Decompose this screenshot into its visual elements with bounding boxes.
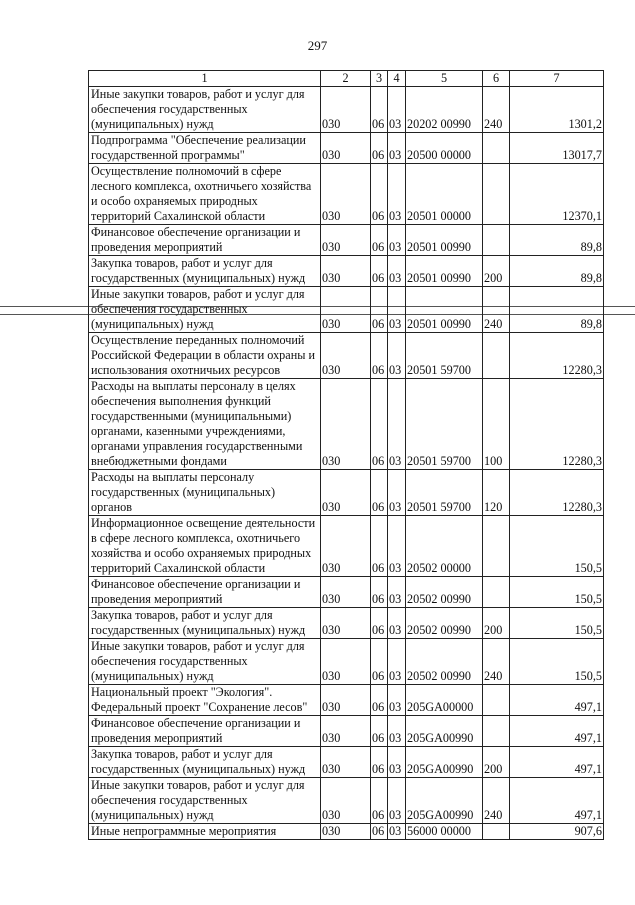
sum-cell: 497,1 [510,716,604,747]
section-code-cell: 06 [371,287,388,333]
subsection-code-cell: 03 [388,164,406,225]
subsection-code-cell: 03 [388,608,406,639]
table-row [89,379,604,470]
section-code-cell: 06 [371,333,388,379]
target-code-cell: 205GA00990 [406,778,483,824]
subsection-code-cell: 03 [388,577,406,608]
ministry-code-cell: 030 [321,577,371,608]
expense-type-cell [483,716,510,747]
target-code-cell: 20502 00990 [406,577,483,608]
section-code-cell: 06 [371,577,388,608]
table-row [89,133,604,164]
target-code-cell: 20501 59700 [406,379,483,470]
table-row [89,287,604,333]
expense-type-cell: 240 [483,639,510,685]
expense-name-cell: Информационное освещение деятельности в сфере лесного комплекса, охотничьего хозяйства и особо охраняемых природных территорий Сахалинской области [89,516,321,577]
target-code-cell: 20500 00000 [406,133,483,164]
expense-type-cell [483,333,510,379]
sum-cell: 497,1 [510,685,604,716]
subsection-code-cell: 03 [388,333,406,379]
ministry-code-cell: 030 [321,164,371,225]
subsection-code-cell: 03 [388,225,406,256]
target-code-cell: 205GA00990 [406,747,483,778]
expense-type-cell: 240 [483,778,510,824]
sum-cell: 150,5 [510,608,604,639]
table-row [89,577,604,608]
target-code-cell: 20501 59700 [406,333,483,379]
sum-cell: 497,1 [510,778,604,824]
subsection-code-cell: 03 [388,639,406,685]
section-code-cell: 06 [371,164,388,225]
expense-type-cell: 100 [483,379,510,470]
table-row [89,225,604,256]
ministry-code-cell: 030 [321,747,371,778]
section-code-cell: 06 [371,516,388,577]
target-code-cell: 20502 00990 [406,639,483,685]
table-row [89,608,604,639]
expense-name-cell: Расходы на выплаты персоналу в целях обеспечения выполнения функций государственными (муниципальными) органами, казенными учреждениями, органами управления государственными внебюджетными фондами [89,379,321,470]
section-code-cell: 06 [371,133,388,164]
sum-cell: 150,5 [510,639,604,685]
section-code-cell: 06 [371,608,388,639]
sum-cell: 89,8 [510,256,604,287]
subsection-code-cell: 03 [388,716,406,747]
expense-name-cell: Финансовое обеспечение организации и проведения мероприятий [89,577,321,608]
sum-cell: 13017,7 [510,133,604,164]
target-code-cell: 20501 00990 [406,225,483,256]
section-code-cell: 06 [371,225,388,256]
section-code-cell: 06 [371,379,388,470]
header-row [89,71,604,87]
subsection-code-cell: 03 [388,133,406,164]
ministry-code-cell: 030 [321,516,371,577]
subsection-code-cell: 03 [388,778,406,824]
column-header: 1 [89,71,321,87]
target-code-cell: 20502 00990 [406,608,483,639]
sum-cell: 907,6 [510,824,604,840]
expense-name-cell: Закупка товаров, работ и услуг для государственных (муниципальных) нужд [89,747,321,778]
sum-cell: 12280,3 [510,333,604,379]
subsection-code-cell: 03 [388,685,406,716]
expense-type-cell: 240 [483,287,510,333]
ministry-code-cell: 030 [321,333,371,379]
section-code-cell: 06 [371,716,388,747]
section-code-cell: 06 [371,256,388,287]
expense-name-cell: Подпрограмма "Обеспечение реализации государственной программы" [89,133,321,164]
section-code-cell: 06 [371,470,388,516]
sum-cell: 150,5 [510,516,604,577]
column-header: 7 [510,71,604,87]
subsection-code-cell: 03 [388,256,406,287]
expense-type-cell [483,225,510,256]
table-row [89,747,604,778]
table-row [89,333,604,379]
table-row [89,87,604,133]
table-row [89,516,604,577]
sum-cell: 497,1 [510,747,604,778]
expense-type-cell: 240 [483,87,510,133]
table-row [89,256,604,287]
expense-name-cell: Расходы на выплаты персоналу государственных (муниципальных) органов [89,470,321,516]
section-code-cell: 06 [371,824,388,840]
table-row [89,685,604,716]
expense-name-cell: Иные непрограммные мероприятия [89,824,321,840]
target-code-cell: 20501 00000 [406,164,483,225]
expense-name-cell: Иные закупки товаров, работ и услуг для обеспечения государственных (муниципальных) нужд [89,778,321,824]
section-code-cell: 06 [371,778,388,824]
target-code-cell: 205GA00990 [406,716,483,747]
ministry-code-cell: 030 [321,225,371,256]
expense-type-cell: 120 [483,470,510,516]
ministry-code-cell: 030 [321,778,371,824]
ministry-code-cell: 030 [321,379,371,470]
ministry-code-cell: 030 [321,639,371,685]
table-row [89,778,604,824]
expense-name-cell: Закупка товаров, работ и услуг для государственных (муниципальных) нужд [89,608,321,639]
column-header: 5 [406,71,483,87]
sum-cell: 12280,3 [510,470,604,516]
expense-name-cell: Иные закупки товаров, работ и услуг для обеспечения государственных (муниципальных) нужд [89,287,321,333]
target-code-cell: 56000 00000 [406,824,483,840]
ministry-code-cell: 030 [321,256,371,287]
expense-type-cell [483,577,510,608]
sum-cell: 12280,3 [510,379,604,470]
section-code-cell: 06 [371,87,388,133]
target-code-cell: 20501 59700 [406,470,483,516]
expense-name-cell: Иные закупки товаров, работ и услуг для обеспечения государственных (муниципальных) нужд [89,87,321,133]
expense-type-cell [483,516,510,577]
subsection-code-cell: 03 [388,87,406,133]
expense-name-cell: Закупка товаров, работ и услуг для государственных (муниципальных) нужд [89,256,321,287]
expense-type-cell: 200 [483,747,510,778]
expense-name-cell: Финансовое обеспечение организации и проведения мероприятий [89,225,321,256]
sum-cell: 12370,1 [510,164,604,225]
section-code-cell: 06 [371,685,388,716]
page-number: 297 [307,38,328,53]
expense-name-cell: Осуществление переданных полномочий Российской Федерации в области охраны и использования охотничьих ресурсов [89,333,321,379]
expense-name-cell: Осуществление полномочий в сфере лесного комплекса, охотничьего хозяйства и особо охраняемых природных территорий Сахалинской области [89,164,321,225]
expense-name-cell: Иные закупки товаров, работ и услуг для обеспечения государственных (муниципальных) нужд [89,639,321,685]
column-header: 2 [321,71,371,87]
subsection-code-cell: 03 [388,747,406,778]
column-header: 6 [483,71,510,87]
section-code-cell: 06 [371,639,388,685]
ministry-code-cell: 030 [321,716,371,747]
expense-type-cell [483,824,510,840]
subsection-code-cell: 03 [388,470,406,516]
target-code-cell: 20501 00990 [406,256,483,287]
table-row [89,639,604,685]
target-code-cell: 20501 00990 [406,287,483,333]
ministry-code-cell: 030 [321,87,371,133]
subsection-code-cell: 03 [388,516,406,577]
expense-type-cell: 200 [483,256,510,287]
expense-name-cell: Финансовое обеспечение организации и проведения мероприятий [89,716,321,747]
column-header: 3 [371,71,388,87]
expense-type-cell [483,685,510,716]
target-code-cell: 20502 00000 [406,516,483,577]
ministry-code-cell: 030 [321,470,371,516]
expense-type-cell: 200 [483,608,510,639]
target-code-cell: 205GA00000 [406,685,483,716]
table-row [89,164,604,225]
column-header: 4 [388,71,406,87]
table-row [89,716,604,747]
table-row [89,824,604,840]
subsection-code-cell: 03 [388,379,406,470]
expense-name-cell: Национальный проект "Экология". Федеральный проект "Сохранение лесов" [89,685,321,716]
ministry-code-cell: 030 [321,608,371,639]
sum-cell: 89,8 [510,287,604,333]
expense-type-cell [483,164,510,225]
sum-cell: 1301,2 [510,87,604,133]
subsection-code-cell: 03 [388,287,406,333]
ministry-code-cell: 030 [321,685,371,716]
ministry-code-cell: 030 [321,287,371,333]
sum-cell: 150,5 [510,577,604,608]
budget-table [88,70,604,840]
target-code-cell: 20202 00990 [406,87,483,133]
sum-cell: 89,8 [510,225,604,256]
ministry-code-cell: 030 [321,824,371,840]
section-code-cell: 06 [371,747,388,778]
expense-type-cell [483,133,510,164]
ministry-code-cell: 030 [321,133,371,164]
subsection-code-cell: 03 [388,824,406,840]
table-row [89,470,604,516]
